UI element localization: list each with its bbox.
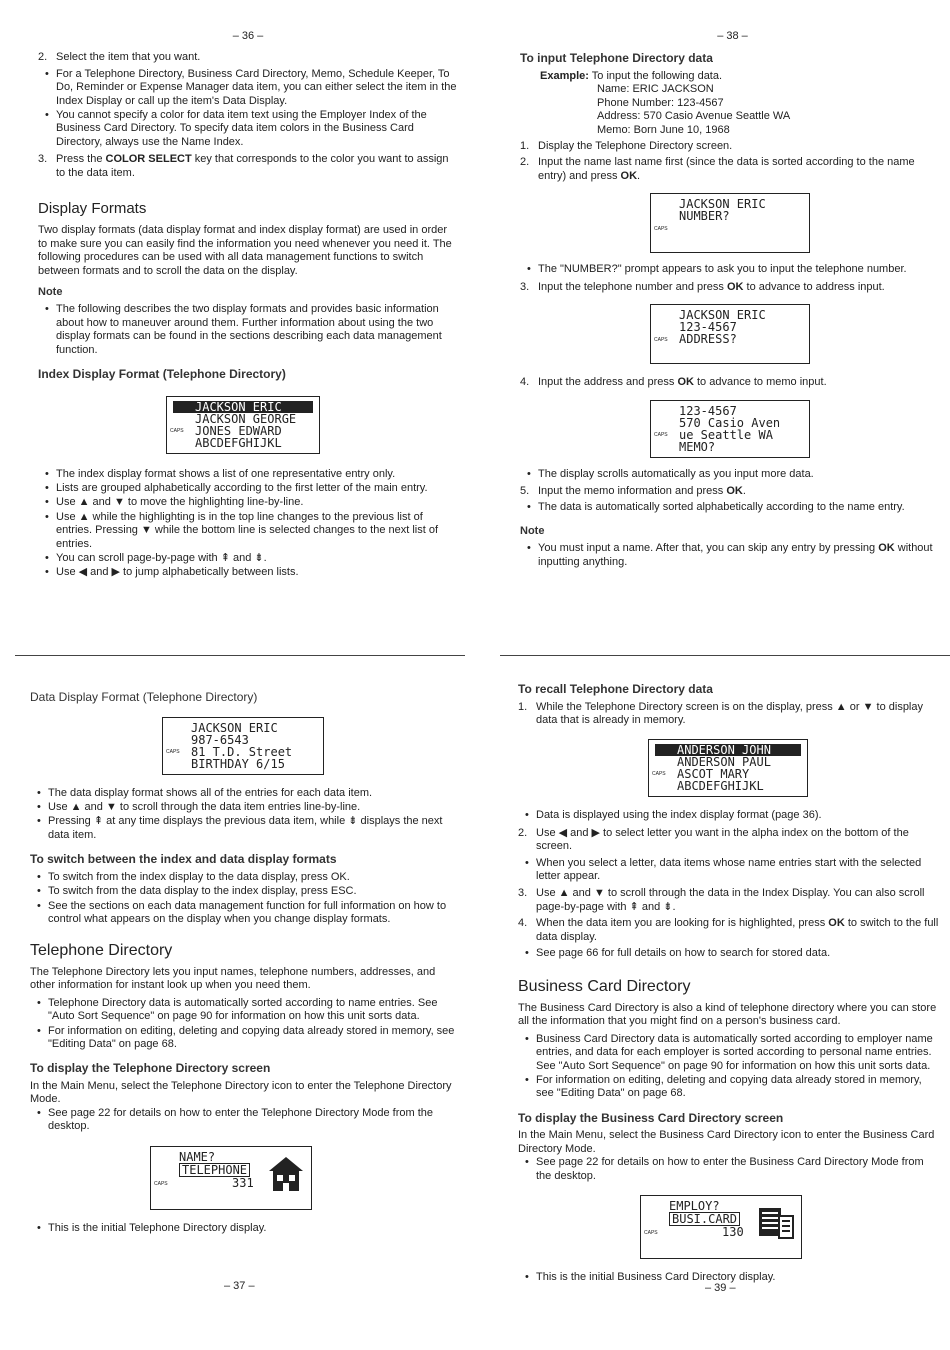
step-3: 3. Press the COLOR SELECT key that corresponds to the color you want to assign to the data item. (38, 153, 449, 179)
paragraph: In the Main Menu, select the Business Card Directory icon to enter the Business Card Directory Mode. (518, 1129, 935, 1155)
section-title: Telephone Directory (30, 941, 173, 959)
list-item: • When you select a letter, data items whose name entries start with the selected letter appear. (536, 857, 940, 884)
subsection-title: To switch between the index and data display formats (30, 852, 337, 867)
subsection-title: To display the Business Card Directory screen (518, 1110, 784, 1125)
step-4: 4. Input the address and press OK to advance to memo input. (520, 376, 827, 389)
page-39 (518, 682, 940, 1289)
page-divider (15, 655, 465, 656)
lcd-line: 331 (232, 1175, 254, 1190)
page-number: – 39 – (705, 1282, 736, 1294)
step2-bullets (38, 68, 458, 149)
page-36 (38, 30, 458, 584)
bullets (520, 468, 945, 481)
list-item: • You cannot specify a color for data item text using the Employer Index of the Business Card Directory. To specify data item colors in the Business Card Directory, always use the Name Index. (56, 109, 458, 149)
lcd-line: ASCOT MARY (677, 767, 750, 782)
lcd-line: JACKSON ERIC (173, 401, 313, 413)
section-title: Display Formats (38, 200, 147, 218)
switch-bullets (30, 871, 455, 927)
bullets (520, 263, 945, 276)
list-item: • Data is displayed using the index display format (page 36). (536, 809, 940, 822)
lcd-business-card-initial: CAPS EMPLOY? BUSI.CARD 130 (640, 1195, 802, 1259)
lcd-line: 570 Casio Aven (679, 415, 781, 430)
list-item: • Use ▲ and ▼ to move the highlighting line-by-line. (56, 496, 458, 509)
section-title: To recall Telephone Directory data (518, 682, 713, 696)
note-title: Note (520, 524, 545, 537)
step-1: 1. While the Telephone Directory screen is on the display, press ▲ or ▼ to display data that is already in memory. (518, 700, 923, 727)
page-number: – 36 – (232, 30, 264, 42)
list-item: • The data is automatically sorted alphabetically according to the name entry. (538, 501, 945, 514)
lcd-line: 130 (722, 1225, 744, 1240)
lcd-line: NUMBER? (679, 209, 730, 224)
lcd-data-display: CAPS JACKSON ERIC 987-6543 81 T.D. Street BIRTHDAY 6/15 (162, 717, 324, 775)
list-item: • Use ◀ and ▶ to jump alphabetically between lists. (56, 566, 458, 579)
section-title: Business Card Directory (518, 977, 691, 995)
lcd-line: JACKSON GEORGE (195, 411, 297, 426)
section-title: Data Display Format (Telephone Directory) (30, 690, 258, 704)
paragraph: In the Main Menu, select the Telephone Directory icon to enter the Telephone Directory Mode. (30, 1080, 452, 1106)
list-item: • The index display format shows a list of one representative entry only. (56, 468, 458, 481)
step-2: 2. Input the name last name first (since the data is sorted according to the name entry) and press OK. (520, 156, 915, 182)
list-item: • Use ▲ while the highlighting is in the top line changes to the previous list of entries. Pressing ▼ while the bottom line is selected changes to the next list of entries. (56, 511, 458, 551)
list-item: • This is the initial Telephone Directory display. (48, 1222, 455, 1235)
telephone-directory-icon (265, 1153, 307, 1195)
bullets (520, 501, 945, 514)
lcd-line: JACKSON ERIC (679, 197, 766, 212)
lcd-line: 987-6543 (191, 732, 249, 747)
example: Example: To input the following data. (540, 70, 723, 83)
list-item: • Pressing ⇞ at any time displays the previous data item, while ⇟ displays the next data item. (48, 815, 455, 842)
screen-bullets (30, 1107, 455, 1134)
list-item: • To switch from the data display to the index display, press ESC. (48, 885, 455, 898)
step-3: 3. Input the telephone number and press OK to advance to address input. (520, 280, 885, 293)
paragraph: The Telephone Directory lets you input names, telephone numbers, addresses, and other information for instant look up when you need them. (30, 966, 436, 992)
list-item: • See page 22 for details on how to enter the Telephone Directory Mode from the desktop. (48, 1107, 455, 1134)
list-item: • See page 66 for full details on how to search for stored data. (536, 947, 940, 960)
tel-bullets (30, 997, 455, 1052)
list-item: • Lists are grouped alphabetically according to the first letter of the main entry. (56, 482, 458, 495)
lcd-line: ABCDEFGHIJKL (677, 779, 764, 794)
lcd-line: EMPLOY? (669, 1199, 720, 1214)
list-item: • The following describes the two display formats and provides basic information about how to maneuver around them. Further information about using the two display formats can be found in the sections describing each data management function. (56, 303, 458, 357)
step-3: 3. Use ▲ and ▼ to scroll through the data in the Index Display. You can also scroll page-by-page with ⇞ and ⇟. (518, 887, 925, 913)
lcd-line: JONES EDWARD (195, 423, 282, 438)
step-2: 2. Select the item that you want. (38, 51, 201, 64)
lcd-line: 123-4567 (679, 320, 737, 335)
list-item: • This is the initial Business Card Directory display. (536, 1271, 940, 1284)
list-item: • See the sections on each data management function for full information on how to control what appears on the display when you change display formats. (48, 900, 455, 927)
list-item: • To switch from the index display to the data display, press OK. (48, 871, 455, 884)
lcd-index-display: CAPS JACKSON ERIC JACKSON GEORGE JONES EDWARD ABCDEFGHIJKL (166, 396, 320, 454)
business-card-directory-icon (755, 1202, 797, 1244)
lcd-line: ue Seattle WA (679, 427, 773, 442)
lcd-line: JACKSON ERIC (191, 720, 278, 735)
subsection-title: Index Display Format (Telephone Directory) (38, 367, 286, 382)
page-37 (30, 682, 455, 1239)
page-number: – 38 – (717, 30, 748, 42)
list-item: • See page 22 for details on how to enter the Business Card Directory Mode from the desktop. (536, 1156, 940, 1183)
lcd-line: 81 T.D. Street (191, 744, 293, 759)
example-line: Memo: Born June 10, 1968 (597, 123, 730, 136)
lcd-line: ANDERSON PAUL (677, 755, 771, 770)
lcd-telephone-initial: CAPS NAME? TELEPHONE 331 (150, 1146, 312, 1210)
lcd-line: BIRTHDAY 6/15 (191, 756, 285, 771)
example-line: Phone Number: 123-4567 (597, 96, 724, 109)
paragraph: Two display formats (data display format and index display format) are used in order to make sure you can easily find the information you need whenever you need it. The following procedures can be used with all data management functions to switch between formats and to scroll the data on the display. (38, 224, 452, 277)
step-5: 5. Input the memo information and press OK. (520, 484, 746, 497)
list-item: • Use ▲ and ▼ to scroll through the data item entries line-by-line. (48, 801, 455, 814)
index-bullets (38, 468, 458, 580)
final-bullets (30, 1222, 455, 1235)
list-item: • For a Telephone Directory, Business Card Directory, Memo, Schedule Keeper, To Do, Reminder or Expense Manager data item, you can either select the item in the Index Display or call up the item's Data Display. (56, 68, 458, 108)
lcd-line: TELEPHONE (179, 1163, 250, 1177)
bullets (518, 809, 940, 822)
lcd-line: ABCDEFGHIJKL (195, 435, 282, 450)
step-4: 4. When the data item you are looking for is highlighted, press OK to switch to the full data display. (518, 917, 939, 943)
list-item: • Telephone Directory data is automatically sorted according to name entries. See "Auto Sort Sequence" on page 90 for information on how this unit sorts data. (48, 997, 455, 1024)
example-lines (520, 83, 945, 137)
lcd-memo-prompt: CAPS 123-4567 570 Casio Aven ue Seattle WA MEMO? (650, 400, 810, 458)
note-list (38, 303, 458, 357)
lcd-line: MEMO? (679, 439, 716, 454)
note-title: Note (38, 285, 63, 298)
lcd-line: NAME? (179, 1149, 216, 1164)
list-item: • The display scrolls automatically as you input more data. (538, 468, 945, 481)
list-item: • You must input a name. After that, you can skip any entry by pressing OK without inputting anything. (538, 542, 945, 569)
lcd-line: ADDRESS? (679, 332, 737, 347)
section-title: To input Telephone Directory data (520, 51, 713, 66)
page-divider (500, 655, 950, 656)
bullets (518, 857, 940, 884)
subsection-title: To display the Telephone Directory screen (30, 1061, 271, 1076)
paragraph: The Business Card Directory is also a kind of telephone directory where you can store all the information that you might find on a person's business card. (518, 1002, 937, 1028)
bcd-bullets (518, 1033, 940, 1101)
lcd-line: BUSI.CARD (669, 1212, 740, 1226)
list-item: • The "NUMBER?" prompt appears to ask you to input the telephone number. (538, 263, 945, 276)
list-item: • The data display format shows all of the entries for each data item. (48, 787, 455, 800)
example-line: Name: ERIC JACKSON (597, 83, 714, 96)
example-line: Address: 570 Casio Avenue Seattle WA (597, 110, 791, 123)
list-item: • You can scroll page-by-page with ⇞ and ⇟. (56, 552, 458, 565)
lcd-line: 123-4567 (679, 403, 737, 418)
step-1: 1. Display the Telephone Directory screen. (520, 140, 733, 153)
page-number: – 37 – (224, 1280, 255, 1292)
lcd-line: ANDERSON JOHN (655, 744, 801, 756)
step-2: 2. Use ◀ and ▶ to select letter you want in the alpha index on the bottom of the screen. (518, 826, 909, 853)
lcd-number-prompt: CAPS JACKSON ERIC NUMBER? (650, 193, 810, 253)
lcd-recall-index: CAPS ANDERSON JOHN ANDERSON PAUL ASCOT MARY ABCDEFGHIJKL (648, 739, 808, 797)
lcd-address-prompt: CAPS JACKSON ERIC 123-4567 ADDRESS? (650, 304, 810, 364)
page-38 (520, 30, 945, 573)
list-item: • For information on editing, deleting and copying data already stored in memory, see "Editing Data" on page 68. (536, 1074, 940, 1101)
lcd-line: JACKSON ERIC (679, 308, 766, 323)
data-bullets (30, 787, 455, 843)
note-list (520, 542, 945, 569)
screen-bullets (518, 1156, 940, 1183)
list-item: • Business Card Directory data is automatically sorted according to employer name entries, and data for each employer is sorted according to personal name entries. See "Auto Sort Sequence" on page 90 for information on how this unit sorts data. (536, 1033, 940, 1073)
list-item: • For information on editing, deleting and copying data already stored in memory, see "Editing Data" on page 68. (48, 1025, 455, 1052)
bullets (518, 947, 940, 960)
